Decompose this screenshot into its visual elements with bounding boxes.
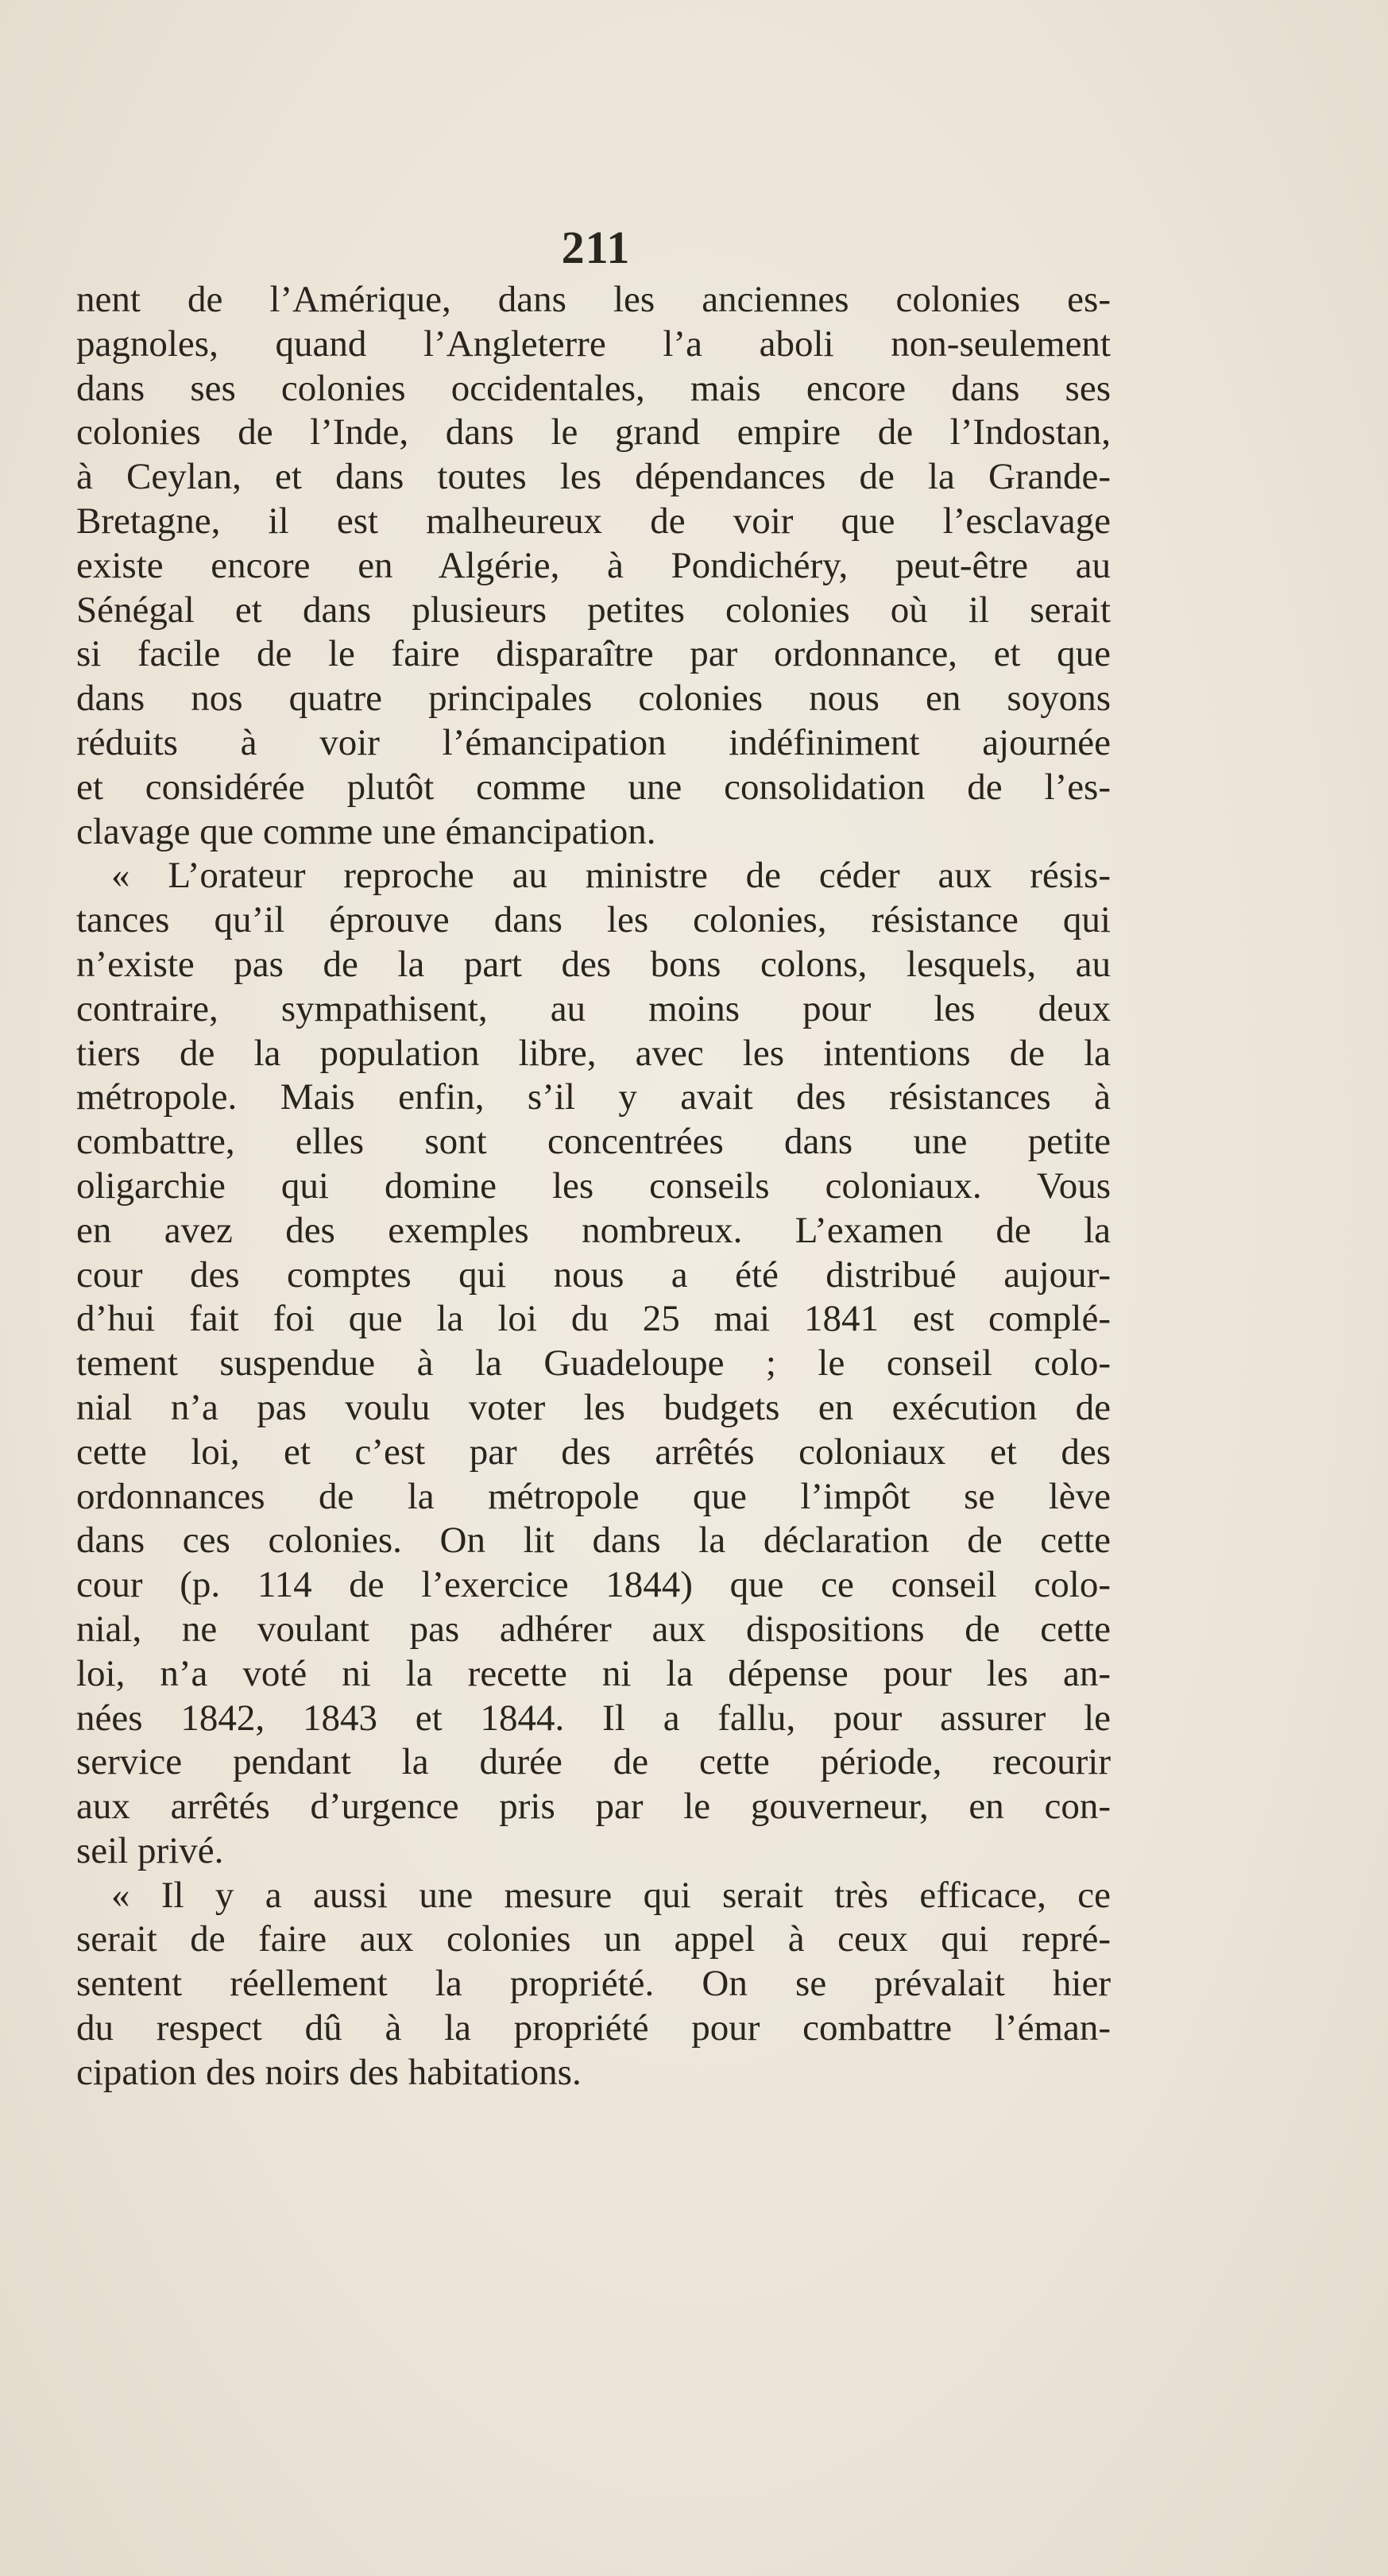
text-line: tiers de la population libre, avec les intentions de la bbox=[76, 1032, 1111, 1074]
text-line: cette loi, et c’est par des arrêtés coloniaux et des bbox=[76, 1431, 1111, 1473]
page-number: 211 bbox=[561, 222, 631, 273]
text-line: à Ceylan, et dans toutes les dépendances de la Grande- bbox=[76, 456, 1111, 498]
text-line: dans ces colonies. On lit dans la déclaration de cette bbox=[76, 1520, 1111, 1562]
text-line: du respect dû à la propriété pour combattre l’éman- bbox=[76, 2007, 1111, 2049]
text-line: n’existe pas de la part des bons colons, lesquels, au bbox=[76, 943, 1111, 985]
text-line: ordonnances de la métropole que l’impôt se lève bbox=[76, 1475, 1111, 1517]
paragraph-start-line: « L’orateur reproche au ministre de céder aux résis- bbox=[111, 855, 1111, 897]
text-line: loi, n’a voté ni la recette ni la dépense pour les an- bbox=[76, 1652, 1111, 1694]
text-line: combattre, elles sont concentrées dans une petite bbox=[76, 1121, 1111, 1163]
text-line: nial n’a pas voulu voter les budgets en exécution de bbox=[76, 1386, 1111, 1428]
text-line: serait de faire aux colonies un appel à ceux qui repré- bbox=[76, 1918, 1111, 1960]
text-line: nent de l’Amérique, dans les anciennes colonies es- bbox=[76, 279, 1111, 320]
text-line: dans nos quatre principales colonies nous en soyons bbox=[76, 678, 1111, 720]
text-line: existe encore en Algérie, à Pondichéry, peut-être au bbox=[76, 544, 1111, 586]
text-line: nées 1842, 1843 et 1844. Il a fallu, pour assurer le bbox=[76, 1697, 1111, 1739]
paragraph-end-line: seil privé. bbox=[76, 1829, 224, 1871]
text-line: réduits à voir l’émancipation indéfiniment ajournée bbox=[76, 721, 1111, 763]
text-line: pagnoles, quand l’Angleterre l’a aboli non-seulement bbox=[76, 322, 1111, 365]
text-line: service pendant la durée de cette période, recourir bbox=[76, 1741, 1111, 1783]
text-line: oligarchie qui domine les conseils coloniaux. Vous bbox=[76, 1164, 1111, 1207]
paragraph-end-line: cipation des noirs des habitations. bbox=[76, 2051, 582, 2093]
text-line: d’hui fait foi que la loi du 25 mai 1841 est complé- bbox=[76, 1298, 1111, 1340]
text-line: Bretagne, il est malheureux de voir que l’esclavage bbox=[76, 500, 1111, 542]
text-line: contraire, sympathisent, au moins pour les deux bbox=[76, 987, 1111, 1029]
text-line: en avez des exemples nombreux. L’examen de la bbox=[76, 1209, 1111, 1251]
text-line: cour (p. 114 de l’exercice 1844) que ce conseil colo- bbox=[76, 1564, 1111, 1606]
text-line: tement suspendue à la Guadeloupe ; le conseil colo- bbox=[76, 1342, 1111, 1385]
text-line: Sénégal et dans plusieurs petites colonies où il serait bbox=[76, 589, 1111, 631]
text-line: colonies de l’Inde, dans le grand empire de l’Indostan, bbox=[76, 411, 1111, 454]
text-line: sentent réellement la propriété. On se prévalait hier bbox=[76, 1963, 1111, 2005]
text-line: cour des comptes qui nous a été distribué aujour- bbox=[76, 1253, 1111, 1296]
text-line: dans ses colonies occidentales, mais encore dans ses bbox=[76, 367, 1111, 409]
text-line: aux arrêtés d’urgence pris par le gouverneur, en con- bbox=[76, 1786, 1111, 1828]
text-line: nial, ne voulant pas adhérer aux dispositions de cette bbox=[76, 1608, 1111, 1650]
text-line: si facile de le faire disparaître par ordonnance, et que bbox=[76, 633, 1111, 675]
text-line: tances qu’il éprouve dans les colonies, résistance qui bbox=[76, 899, 1111, 941]
paragraph-start-line: « Il y a aussi une mesure qui serait très efficace, ce bbox=[111, 1874, 1111, 1916]
body-text bbox=[76, 278, 1111, 2095]
paragraph-end-line: clavage que comme une émancipation. bbox=[76, 810, 656, 852]
text-line: et considérée plutôt comme une consolidation de l’es- bbox=[76, 766, 1111, 808]
text-line: métropole. Mais enfin, s’il y avait des résistances à bbox=[76, 1076, 1111, 1118]
